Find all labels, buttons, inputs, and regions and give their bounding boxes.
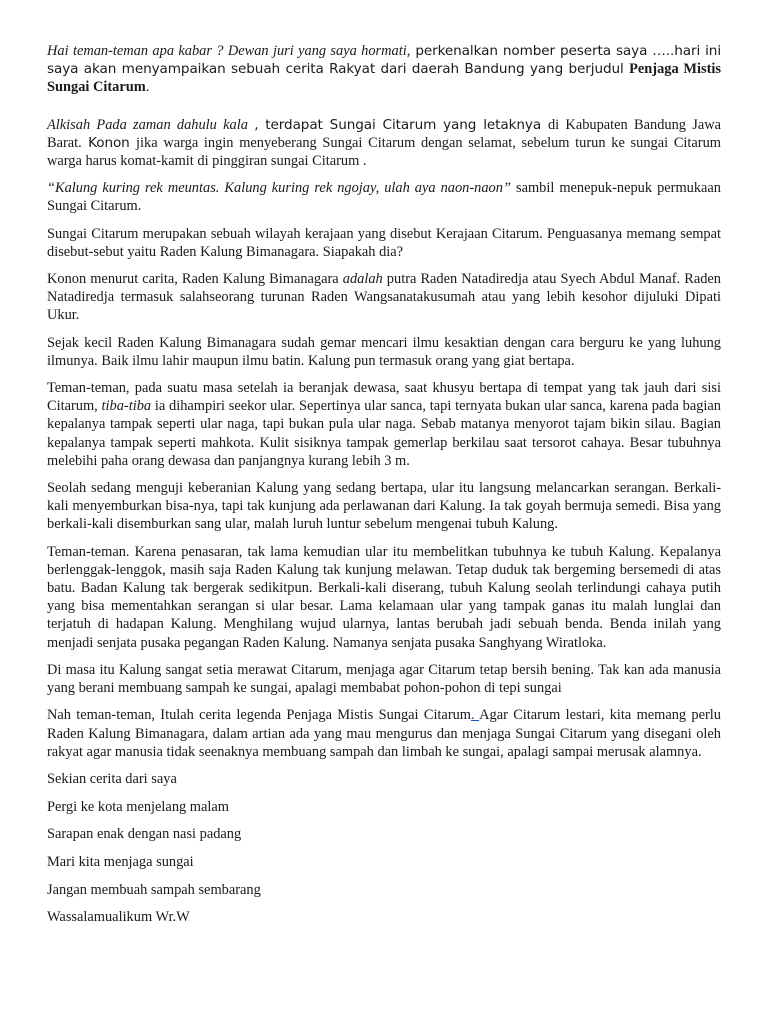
greeting-intro: perkenalkan nomber peserta saya …..hari ini saya akan menyampaikan sebuah cerita Rakyat dari daerah Bandung yang berjudul xyxy=(47,43,722,78)
paragraph-childhood: Sejak kecil Raden Kalung Bimanagara sudah gemar mencari ilmu kesaktian dengan cara berguru ke yang luhung ilmunya. Baik ilmu lahir maupun ilmu batin. Kalung pun termasuk orang yang giat bertapa. xyxy=(47,334,721,369)
paragraph-attack: Seolah sedang menguji keberanian Kalung yang sedang bertapa, ular itu langsung melancarkan serangan. Berkali-kali menyemburkan bisa-nya, tapi tak kunjung ada perlawanan dari Kalung. Ia tak goyah bermuja semedi. Bisa yang berkali-kali disemburkan sang ular, malah luruh luntur sebelum mengenai tubuh Kalung. xyxy=(47,480,721,533)
pantun-line: Jangan membuah sampah sembarang xyxy=(47,881,261,898)
greeting-opening: Hai teman-teman apa kabar ? Dewan juri yang saya hormati xyxy=(47,43,407,59)
alkisah-opening: Alkisah Pada zaman dahulu kala xyxy=(47,116,255,133)
paragraph-alkisah: Alkisah Pada zaman dahulu kala , terdapat Sungai Citarum yang letaknya di Kabupaten Bandung Jawa Barat. Konon jika warga ingin menyeberang Sungai Citarum dengan selamat, sebelum turun ke sungai Citarum warga harus komat-kamit di pinggiran sungai Citarum . xyxy=(47,116,722,170)
pantun-line: Pergi ke kota menjelang malam xyxy=(47,798,229,815)
paragraph-serpent: Teman-teman, pada suatu masa setelah ia beranjak dewasa, saat khusyu bertapa di tempat yang tak jauh dari sisi Citarum, tiba-tiba ia dihampiri seekor ular. Sepertinya ular sanca, tapi ternyata bukan ular sanca, karena pada bagian kepalanya tampak seperti ular naga, tapi bukan pula ular naga. Sebab matanya menyorot tajam bikin silau. Bagian kepalanya tampak seperti mahkota. Kulit sisiknya tampak gemerlap berkilau saat tersorot cahaya. Besar tubuhnya melebihi paha orang dewasa dan panjangnya kurang lebih 3 m. xyxy=(47,380,722,469)
pantun-line: Sarapan enak dengan nasi padang xyxy=(47,826,242,843)
paragraph-incantation: “Kalung kuring rek meuntas. Kalung kuring rek ngojay, ulah aya naon-naon” sambil menepuk-nepuk permukaan Sungai Citarum. xyxy=(47,180,721,215)
paragraph-conclusion: Nah teman-teman, Itulah cerita legenda Penjaga Mistis Sungai Citarum. Agar Citarum lestari, kita memang perlu Raden Kalung Bimanagara, dalam artian ada yang mau mengurus dan menjaga Sungai Citarum yang disegani oleh rakyat agar manusia tidak seenaknya membuang sampah dan limbah ke sungai, apalagi sampai merusak alamnya. xyxy=(47,707,721,760)
closing-line: Sekian cerita dari saya xyxy=(47,770,177,787)
paragraph-greeting: Hai teman-teman apa kabar ? Dewan juri yang saya hormati, perkenalkan nomber peserta saya …..hari ini saya akan menyampaikan sebuah cerita Rakyat dari daerah Bandung yang berjudul Penjaga Mistis Sungai Citarum. xyxy=(47,43,722,96)
farewell-line: Wassalamualikum Wr.W xyxy=(47,909,190,926)
paragraph-transformation: Teman-teman. Karena penasaran, tak lama kemudian ular itu membelitkan tubuhnya ke tubuh Kalung. Kepalanya berlenggak-lenggok, masih saja Raden Kalung tak kunjung melawan. Tetap duduk tak bergeming bersemedi di atas batu. Badan Kalung tak bergerak sedikitpun. Berkali-kali diserang, tubuh Kalung seolah terlindungi cahaya putih yang bisa mementahkan serangan si ular besar. Lama kelamaan ular yang tampak ganas itu malah lunglai dan terjatuh di hadapan Kalung. Menghilang wujud ularnya, lantas berubah jadi sebuah benda. Benda inilah yang menjadi senjata pusaka pegangan Raden Kalung. Namanya senjata pusaka Sanghyang Wiratloka. xyxy=(47,543,721,651)
incantation-quote: “Kalung kuring rek meuntas. Kalung kuring rek ngojay, ulah aya naon-naon” xyxy=(47,180,511,197)
pantun-line: Mari kita menjaga sungai xyxy=(47,854,194,871)
inline-link[interactable]: . xyxy=(471,707,480,724)
paragraph-lineage: Konon menurut carita, Raden Kalung Bimanagara adalah putra Raden Natadiredja atau Syech Abdul Manaf. Raden Natadiredja termasuk salahseorang turunan Raden Wangsanatakusumah atau yang lebih kesohor dijuluki Dipati Ukur. xyxy=(47,271,721,324)
story-title: Penjaga Mistis Sungai Citarum xyxy=(47,61,721,96)
paragraph-guardian: Di masa itu Kalung sangat setia merawat Citarum, menjaga agar Citarum tetap bersih bening. Tak kan ada manusia yang berani membuang sampah ke sungai, apalagi membabat pohon-pohon di tepi sungai xyxy=(47,661,721,697)
paragraph-kerajaan: Sungai Citarum merupakan sebuah wilayah kerajaan yang disebut Kerajaan Citarum. Penguasanya memang sempat disebut-sebut yaitu Raden Kalung Bimanagara. Siapakah dia? xyxy=(47,225,721,260)
